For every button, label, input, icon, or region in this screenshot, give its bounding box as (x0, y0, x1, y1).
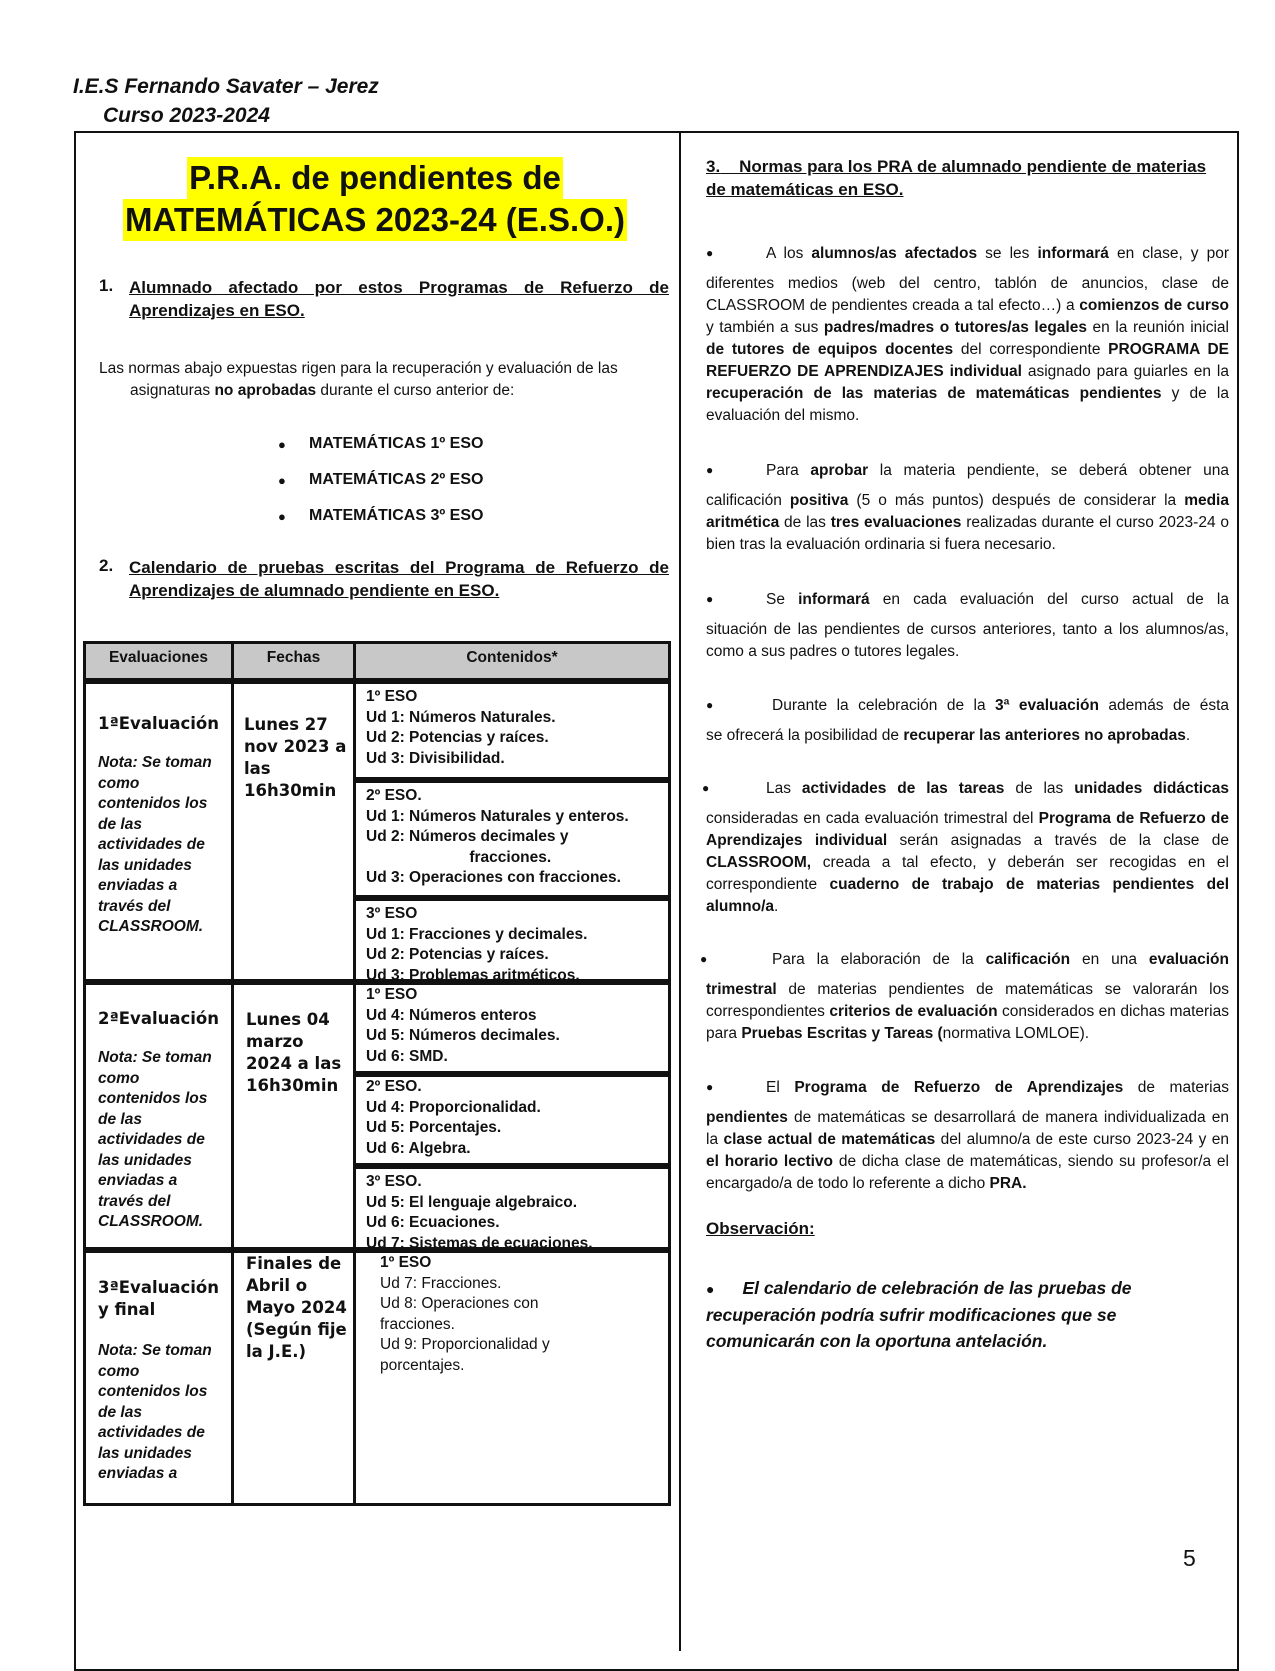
document-title (90, 157, 660, 241)
content-line: 1º ESO (366, 688, 418, 705)
header-evaluaciones: Evaluaciones (83, 641, 234, 681)
subject-item (280, 507, 483, 525)
rule-bullet: ● Durante la celebración de la 3ª evaluación además de ésta se ofrecerá la posibilidad de recuperar las anteriores no aprobadas. (706, 697, 1229, 744)
section1-intro (99, 358, 669, 402)
content-line: 1º ESO (366, 986, 418, 1003)
schedule-table (83, 641, 671, 1506)
content-block (356, 780, 671, 898)
content-line: Ud 5: El lenguaje algebraico. (366, 1193, 578, 1211)
page-number: 5 (1183, 1545, 1196, 1571)
intro-line-1: Las normas abajo expuestas rigen para la recuperación y evaluación de las (99, 360, 618, 377)
content-block (356, 1250, 671, 1506)
content-line: Ud 2: Potencias y raíces. (366, 729, 549, 746)
observation-title: Observación: (706, 1219, 815, 1238)
eval-cell (83, 681, 234, 982)
school-name: I.E.S Fernando Savater – Jerez (73, 75, 379, 98)
content-line: Ud 7: Fracciones. (380, 1274, 502, 1292)
exam-date: Lunes 27 nov 2023 a las 16h30min (244, 715, 347, 800)
content-line: Ud 5: Números decimales. (366, 1027, 560, 1044)
title-line-2: MATEMÁTICAS 2023-24 (E.S.O.) (123, 199, 627, 241)
section3-number: 3. (706, 157, 721, 176)
section1-heading: Alumnado afectado por estos Programas de Refuerzo de Aprendizajes en ESO. (129, 278, 669, 320)
rule-bullet: ● Para la elaboración de la calificación en una evaluación trimestral de materias pendientes de matemáticas se valorarán los correspondientes criterios de evaluación considerados en dichas materias para Pruebas Escritas y Tareas (normativa LOMLOE). (700, 951, 1229, 1042)
content-line: Ud 6: Algebra. (366, 1139, 471, 1157)
content-block (356, 1166, 671, 1250)
content-line: Ud 2: Números decimales y (366, 828, 569, 845)
rule-bullet: ● A los alumnos/as afectados se les informará en clase, y por diferentes medios (web del centro, tablón de anuncios, clase de CLASSROOM de pendientes creada a tal efecto…) a comienzos de curso y también a sus padres/madres o tutores/as legales en la reunión inicial de tutores de equipos docentes del correspondiente PROGRAMA DE REFUERZO DE APRENDIZAJES individual asignado para guiarles en la recuperación de las materias de matemáticas pendientes y de la evaluación del mismo. (706, 245, 1230, 424)
content-line: Ud 1: Números Naturales y enteros. (366, 807, 629, 825)
intro-line-2 (99, 380, 669, 402)
section2-heading: Calendario de pruebas escritas del Programa de Refuerzo de Aprendizajes de alumnado pendiente en ESO. (129, 558, 669, 600)
eval-cell (83, 1250, 234, 1506)
eval-note: Nota: Se toman como contenidos los de las actividades de las unidades enviadas a través del CLASSROOM. (98, 754, 212, 935)
content-line: 3º ESO. (366, 1173, 422, 1190)
bullet-icon: ● (706, 1281, 715, 1297)
intro-text-bold: no aprobadas (214, 382, 317, 399)
content-line: Ud 3: Problemas aritméticos. (366, 966, 580, 984)
content-line: 3º ESO (366, 905, 418, 922)
content-line: 1º ESO (380, 1254, 432, 1271)
content-line: fracciones. (380, 1315, 455, 1333)
content-block (356, 982, 671, 1074)
content-line: Ud 4: Números enteros (366, 1006, 537, 1024)
section3 (706, 155, 1229, 201)
content-line: Ud 9: Proporcionalidad y (380, 1336, 550, 1353)
eval-note: Nota: Se toman como contenidos los de las actividades de las unidades enviadas a través del CLASSROOM. (98, 1049, 212, 1230)
section3-heading (706, 155, 1229, 201)
content-line: Ud 7: Sistemas de ecuaciones. (366, 1234, 593, 1252)
content-line: fracciones. (366, 848, 552, 866)
subject-label: MATEMÁTICAS 1º ESO (309, 435, 484, 452)
rule-bullet: ● Se informará en cada evaluación del curso actual de la situación de las pendientes de cursos anteriores, tanto a los alumnos/as, como a sus padres o tutores legales. (706, 591, 1229, 660)
content-line: Ud 1: Fracciones y decimales. (366, 925, 588, 943)
observation-text-content: El calendario de celebración de las pruebas de recuperación podría sufrir modificaciones que se comunicarán con la oportuna antelación. (706, 1278, 1132, 1351)
eval-title: 2ªEvaluación (98, 1009, 220, 1028)
eval-cell (83, 982, 234, 1250)
content-line: Ud 1: Números Naturales. (366, 708, 556, 726)
content-line: 2º ESO. (366, 787, 422, 804)
content-line: Ud 2: Potencias y raíces. (366, 946, 549, 963)
content-line: Ud 3: Operaciones con fracciones. (366, 869, 621, 886)
eval-title: 3ªEvaluación y final (98, 1278, 220, 1319)
section3-heading-text: Normas para los PRA de alumnado pendiente de materias de matemáticas en ESO. (706, 157, 1207, 199)
content-line: Ud 6: SMD. (366, 1047, 448, 1065)
exam-date: Finales de Abril o Mayo 2024 (Según fije la J.E.) (246, 1254, 347, 1361)
eval-note: Nota: Se toman como contenidos los de las actividades de las unidades enviadas a (98, 1342, 212, 1482)
column-divider (679, 131, 681, 1651)
content-line: Ud 5: Porcentajes. (366, 1119, 502, 1136)
observation-text (706, 1275, 1186, 1354)
content-line: Ud 6: Ecuaciones. (366, 1214, 500, 1231)
exam-date: Lunes 04 marzo 2024 a las 16h30min (246, 1010, 342, 1095)
subject-label: MATEMÁTICAS 3º ESO (309, 507, 484, 524)
intro-text-a: asignaturas (130, 382, 215, 399)
content-line: Ud 4: Proporcionalidad. (366, 1098, 541, 1116)
rule-bullet: ● Las actividades de las tareas de las unidades didácticas consideradas en cada evaluación trimestral del Programa de Refuerzo de Aprendizajes individual serán asignadas a través de la clase de CLASSROOM, creada a tal efecto, y deberán ser recogidas en el correspondiente cuaderno de trabajo de materias pendientes del alumno/a. (702, 780, 1230, 915)
content-line: 2º ESO. (366, 1078, 422, 1095)
school-year: Curso 2023-2024 (103, 104, 270, 127)
content-line: porcentajes. (380, 1356, 465, 1374)
subject-item (280, 435, 483, 453)
subject-label: MATEMÁTICAS 2º ESO (309, 471, 484, 488)
header-contenidos: Contenidos* (356, 641, 671, 681)
rule-bullet: ● El Programa de Refuerzo de Aprendizajes de materias pendientes de matemáticas se desarrollará de manera individualizada en la clase actual de matemáticas del alumno/a de este curso 2023-24 y en el horario lectivo de dicha clase de matemáticas, siendo su profesor/a el encargado/a de todo lo referente a dicho PRA. (706, 1079, 1229, 1192)
eval-title: 1ªEvaluación (98, 714, 220, 733)
date-cell (234, 1250, 356, 1506)
intro-text-c: durante el curso anterior de: (316, 382, 515, 399)
section1-number: 1. (99, 276, 114, 295)
date-cell (234, 982, 356, 1250)
content-block (356, 1074, 671, 1166)
content-block (356, 898, 671, 982)
section2-number: 2. (99, 556, 114, 575)
content-block (356, 681, 671, 780)
content-line: Ud 3: Divisibilidad. (366, 749, 505, 767)
date-cell (234, 681, 356, 982)
title-line-1: P.R.A. de pendientes de (187, 157, 563, 199)
rule-bullet: ● Para aprobar la materia pendiente, se deberá obtener una calificación positiva (5 o más puntos) después de considerar la media aritmética de las tres evaluaciones realizadas durante el curso 2023-24 o bien tras la evaluación ordinaria si fuera necesario. (706, 462, 1230, 553)
header-fechas: Fechas (234, 641, 356, 681)
subject-item (280, 471, 483, 489)
content-line: Ud 8: Operaciones con (380, 1295, 539, 1312)
